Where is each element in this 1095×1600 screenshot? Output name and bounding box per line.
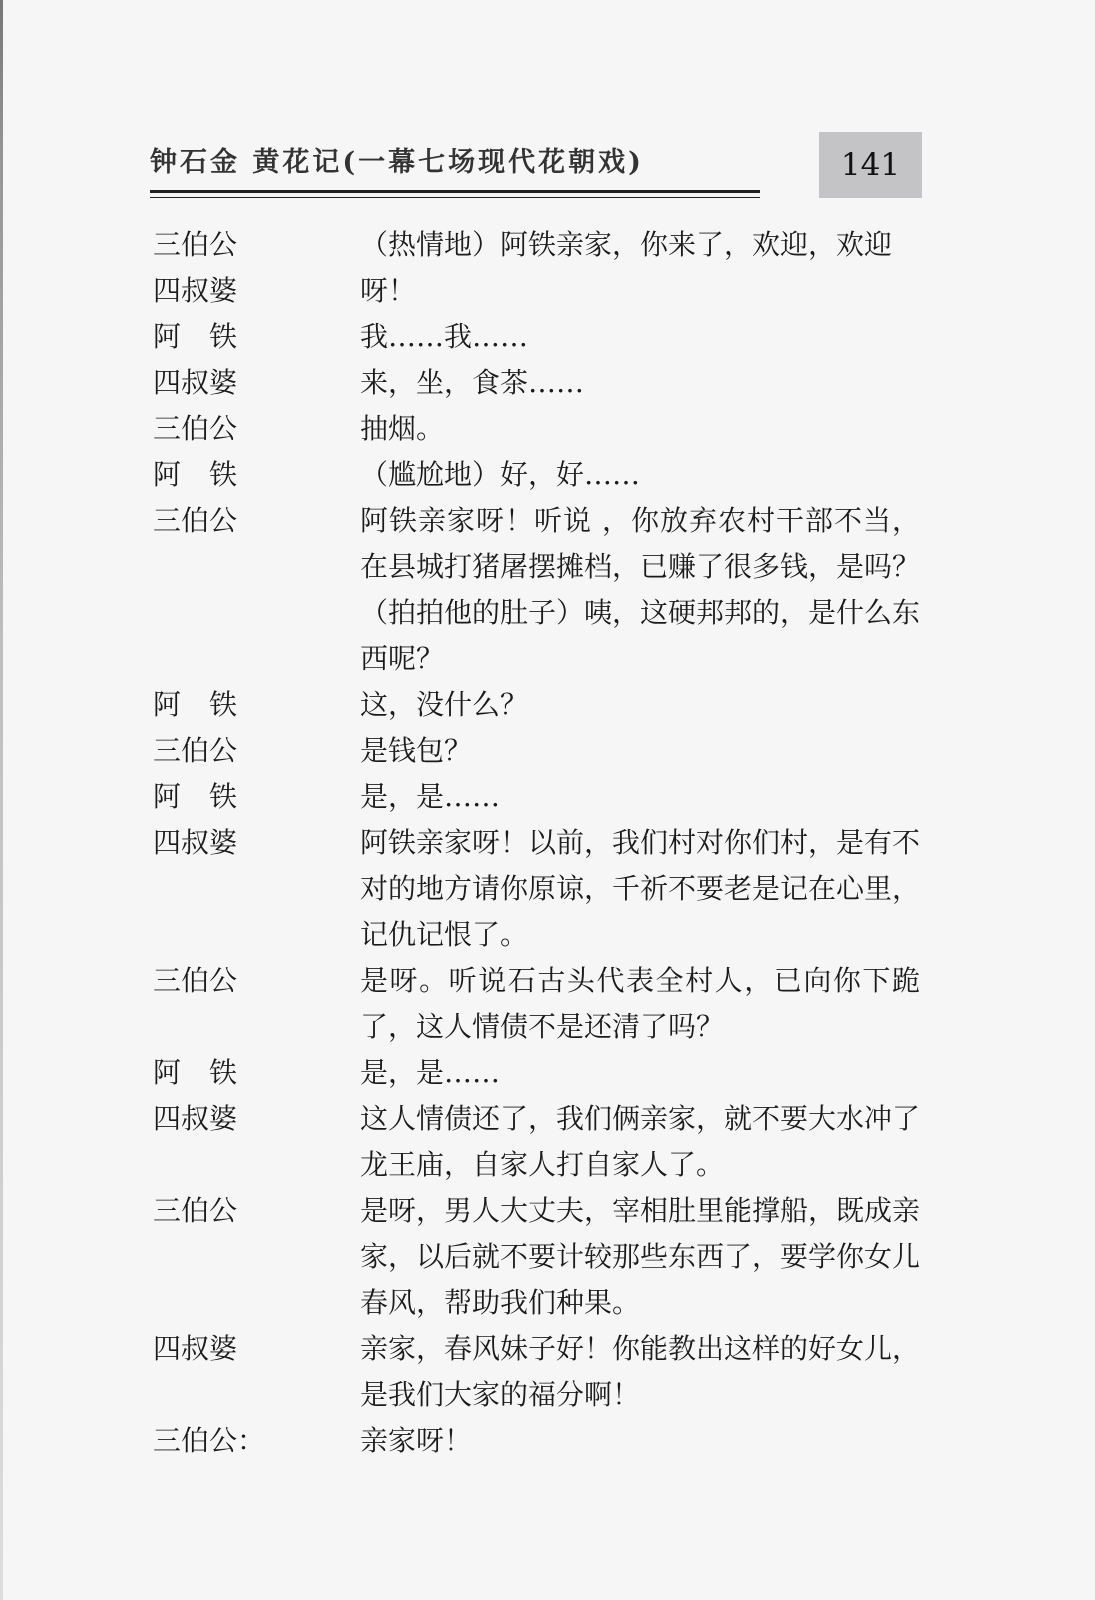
speech-text: 阿铁亲家呀！以前，我们村对你们村，是有不对的地方请你原谅，千祈不要老是记在心里，记仇记恨了。 [360,826,921,951]
speaker-name: 三伯公 [153,1194,238,1227]
dialogue-line [153,1050,933,1096]
dialogue-line [153,958,933,1050]
speaker-name: 阿 铁 [153,458,238,491]
speech-text: 是，是…… [360,780,501,813]
speaker-name: 三伯公 [153,734,238,767]
speech-text: （热情地）阿铁亲家，你来了，欢迎，欢迎 [360,228,893,261]
speech-text: （尴尬地）好，好…… [360,458,641,491]
speaker-name: 四叔婆 [153,1102,238,1135]
speech-text: 是呀。听说石古头代表全村人，已向你下跪了，这人情债不是还清了吗？ [360,964,920,1043]
dialogue-line [153,406,933,452]
speaker-name: 三伯公 [153,964,238,997]
speaker-name: 阿 铁 [153,320,238,353]
dialogue-line [153,774,933,820]
dialogue-line [153,728,933,774]
dialogue-line [153,452,933,498]
speaker-name: 四叔婆 [153,274,238,307]
speech-text: 是，是…… [360,1056,501,1089]
speaker-name: 阿 铁 [153,780,238,813]
dialogue-line [153,820,933,958]
dialogue-line [153,1418,933,1464]
script-dialogue [153,222,933,1464]
speaker-name: 阿 铁 [153,1056,238,1089]
dialogue-line [153,222,933,268]
speech-text: 亲家呀！ [360,1424,473,1457]
dialogue-line [153,1188,933,1326]
speech-text: 抽烟。 [360,412,445,445]
speech-text: 来，坐，食茶…… [360,366,585,399]
running-header-title: 钟石金 黄花记(一幕七场现代花朝戏) [150,147,644,178]
speech-text: 呀！ [360,274,417,307]
page-binding-edge [0,0,3,1600]
speaker-name: 阿 铁 [153,688,238,721]
dialogue-line [153,1096,933,1188]
dialogue-line [153,498,933,682]
speaker-name: 三伯公 [153,412,238,445]
speech-text: 亲家，春风妹子好！你能教出这样的好女儿，是我们大家的福分啊！ [360,1332,921,1411]
speaker-name: 四叔婆 [153,826,238,859]
dialogue-line [153,360,933,406]
dialogue-line [153,1326,933,1418]
speaker-name: 四叔婆 [153,366,238,399]
speech-text: 我……我…… [360,320,529,353]
speaker-name: 四叔婆 [153,1332,238,1365]
speech-text: 是钱包？ [360,734,473,767]
speech-text: 是呀，男人大丈夫，宰相肚里能撑船，既成亲家，以后就不要计较那些东西了，要学你女儿春风，帮助我们种果。 [360,1194,921,1319]
header-rule-thick [150,190,760,193]
speaker-name: 三伯公 [153,504,238,537]
page-number: 141 [819,132,922,198]
speaker-name: 三伯公： [153,1424,266,1457]
speaker-name: 三伯公 [153,228,238,261]
speech-text: 阿铁亲家呀！听说 ，你放弃农村干部不当，在县城打猪屠摆摊档，已赚了很多钱，是吗？（拍拍他的肚子）咦，这硬邦邦的，是什么东西呢？ [360,504,921,675]
speech-text: 这人情债还了，我们俩亲家，就不要大水冲了龙王庙，自家人打自家人了。 [360,1102,921,1181]
dialogue-line [153,314,933,360]
dialogue-line [153,268,933,314]
dialogue-line [153,682,933,728]
speech-text: 这，没什么？ [360,688,529,721]
header-rule-thin [150,197,760,198]
